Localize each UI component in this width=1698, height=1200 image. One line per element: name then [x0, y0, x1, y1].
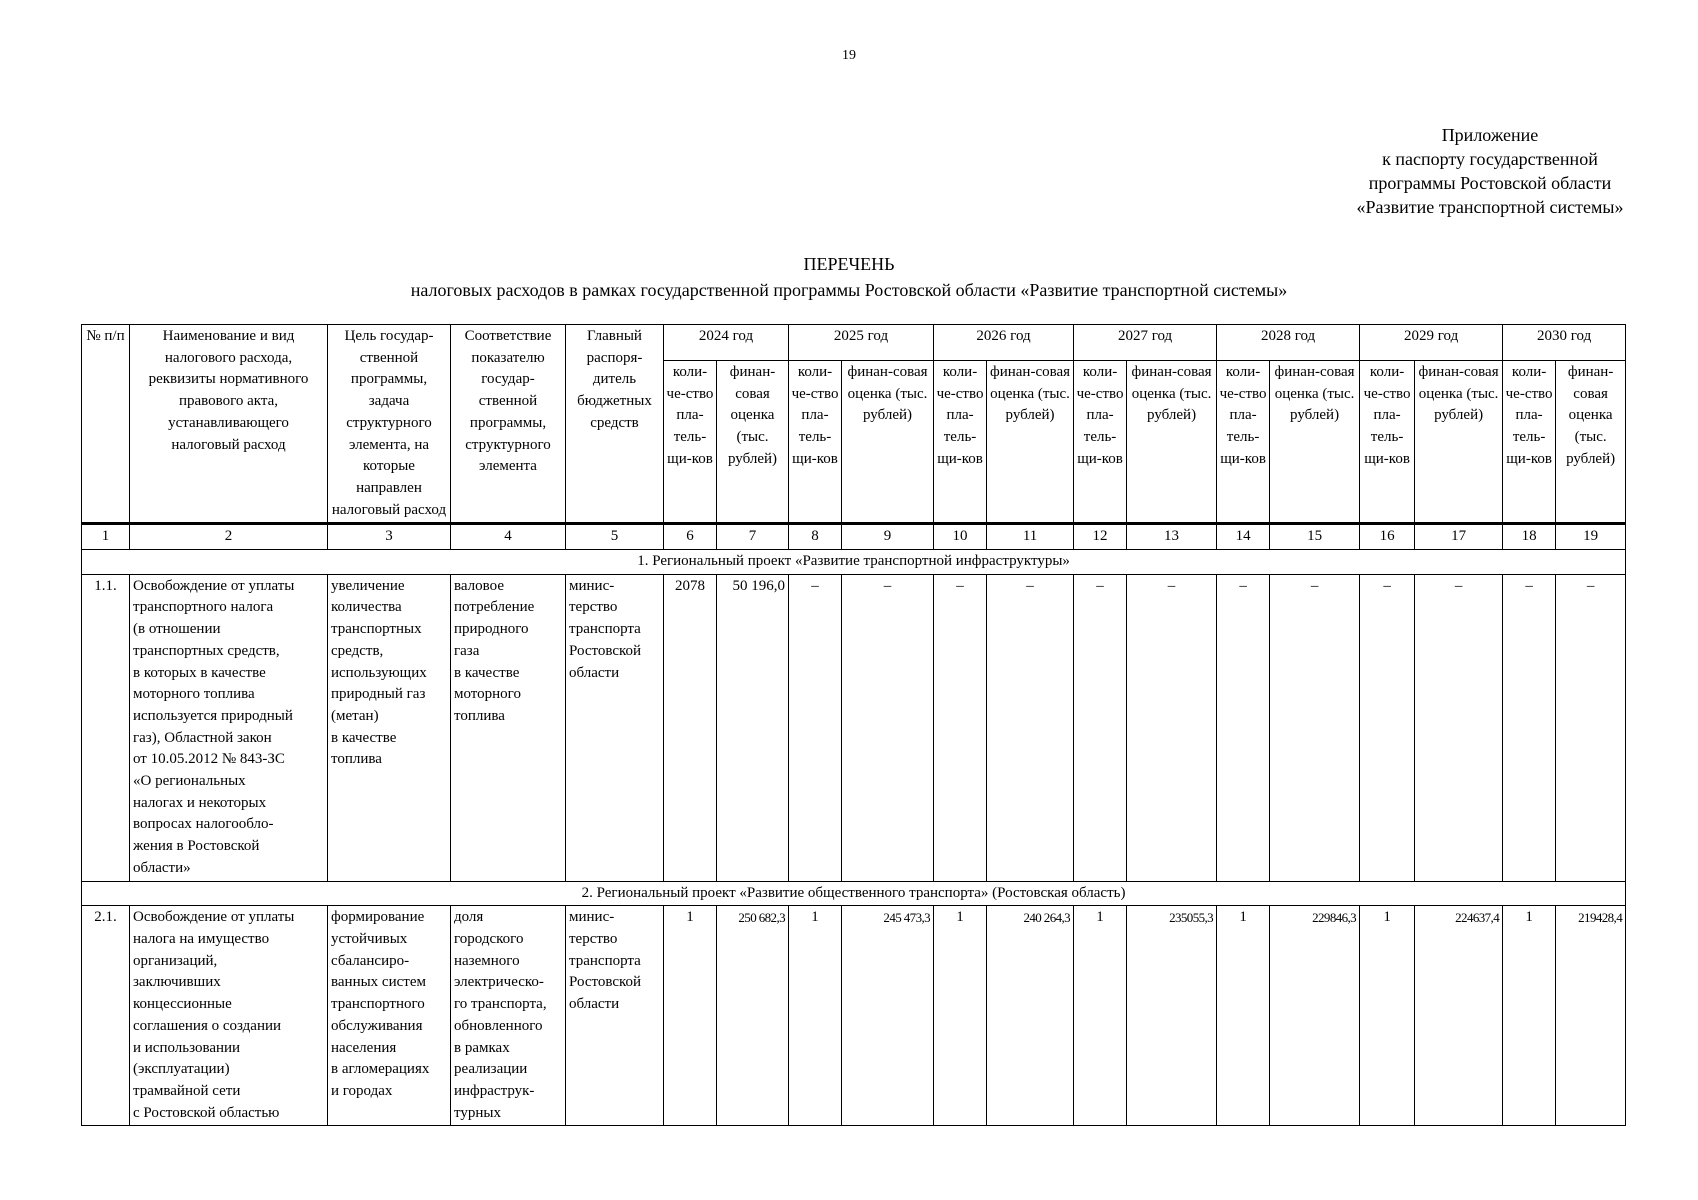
column-number: 2 [130, 524, 328, 550]
text-line: в качестве [454, 664, 520, 681]
payer-count-cell: 1 [934, 906, 987, 1126]
row-number: 1.1. [82, 574, 130, 881]
appendix-note [1250, 123, 1698, 219]
financial-estimate-cell: 245 473,3 [842, 906, 934, 1126]
header-year: 2026 год [934, 325, 1074, 361]
payer-count-cell: 1 [1503, 906, 1556, 1126]
table-row [82, 574, 1626, 881]
payer-count-cell: – [1217, 574, 1270, 881]
header-year: 2024 год [664, 325, 789, 361]
text-line: инфраструк- [454, 1082, 535, 1099]
financial-estimate-cell: – [1415, 574, 1503, 881]
header-year: 2028 год [1217, 325, 1360, 361]
text-line: и городах [331, 1082, 393, 1099]
goal-cell [328, 574, 451, 881]
text-line: доля [454, 909, 484, 926]
header-finance: финан-совая оценка (тыс. рублей) [987, 360, 1074, 523]
text-line: области» [133, 859, 191, 876]
text-line: топлива [454, 707, 505, 724]
column-number: 4 [451, 524, 566, 550]
text-line: увеличение [331, 577, 405, 594]
column-number: 18 [1503, 524, 1556, 550]
text-line: в которых в качестве [133, 664, 266, 681]
column-number: 8 [789, 524, 842, 550]
financial-estimate-cell: – [1127, 574, 1217, 881]
indicator-cell [451, 906, 566, 1126]
header-count: коли-че-ство пла-тель-щи-ков [664, 360, 717, 523]
payer-count-cell: 2078 [664, 574, 717, 881]
financial-estimate-cell: 224637,4 [1415, 906, 1503, 1126]
text-line: газ), Областной закон [133, 729, 272, 746]
column-number: 5 [566, 524, 664, 550]
column-number: 3 [328, 524, 451, 550]
text-line: в рамках [454, 1039, 510, 1056]
financial-estimate-cell: – [1270, 574, 1360, 881]
text-line: используется природный [133, 707, 293, 724]
text-line: количества [331, 599, 402, 616]
document-title-block [0, 251, 1698, 303]
text-line: обслуживания [331, 1017, 423, 1034]
text-line: наземного [454, 952, 520, 969]
text-line: (в отношении [133, 621, 221, 638]
financial-estimate-cell: – [1556, 574, 1626, 881]
header-year: 2029 год [1360, 325, 1503, 361]
indicator-cell [451, 574, 566, 881]
column-number: 6 [664, 524, 717, 550]
text-line: моторного топлива [133, 686, 255, 703]
page-number: 19 [842, 48, 856, 63]
financial-estimate-cell: – [987, 574, 1074, 881]
financial-estimate-cell: 235055,3 [1127, 906, 1217, 1126]
document-title: ПЕРЕЧЕНЬ [803, 254, 895, 274]
column-number: 13 [1127, 524, 1217, 550]
text-line: (эксплуатации) [133, 1061, 230, 1078]
text-line: концессионные [133, 996, 232, 1013]
column-number: 11 [987, 524, 1074, 550]
text-line: транспортного [331, 996, 425, 1013]
text-line: заключивших [133, 974, 221, 991]
text-line: сбалансиро- [331, 952, 410, 969]
text-line: городского [454, 930, 524, 947]
column-number: 16 [1360, 524, 1415, 550]
text-line: реализации [454, 1061, 528, 1078]
text-line: населения [331, 1039, 397, 1056]
header-count: коли-че-ство пла-тель-щи-ков [1074, 360, 1127, 523]
text-line: налога на имущество [133, 930, 270, 947]
payer-count-cell: – [1360, 574, 1415, 881]
text-line: ванных систем [331, 974, 426, 991]
payer-count-cell: 1 [789, 906, 842, 1126]
column-number: 10 [934, 524, 987, 550]
header-finance: финан-совая оценка (тыс. рублей) [1270, 360, 1360, 523]
column-number: 17 [1415, 524, 1503, 550]
column-number: 19 [1556, 524, 1626, 550]
table-row [82, 906, 1626, 1126]
text-line: области [569, 664, 620, 681]
payer-count-cell: 1 [1217, 906, 1270, 1126]
text-line: электрическо- [454, 974, 544, 991]
header-finance: финан-совая оценка (тыс. рублей) [1556, 360, 1626, 523]
header-year: 2027 год [1074, 325, 1217, 361]
financial-estimate-cell: 219428,4 [1556, 906, 1626, 1126]
column-number: 12 [1074, 524, 1127, 550]
financial-estimate-cell: 50 196,0 [717, 574, 789, 881]
text-line: организаций, [133, 952, 218, 969]
column-number: 7 [717, 524, 789, 550]
text-line: транспорта [569, 952, 641, 969]
header-finance: финан-совая оценка (тыс. рублей) [1127, 360, 1217, 523]
appendix-line: Приложение [1441, 125, 1539, 145]
text-line: терство [569, 930, 618, 947]
payer-count-cell: – [1074, 574, 1127, 881]
text-line: турных [454, 1104, 501, 1121]
column-number-row [82, 524, 1626, 550]
header-year: 2030 год [1503, 325, 1626, 361]
header-count: коли-че-ство пла-тель-щи-ков [1360, 360, 1415, 523]
expenditure-name-cell [130, 906, 328, 1126]
text-line: и использовании [133, 1039, 241, 1056]
manager-cell [566, 906, 664, 1126]
text-line: в качестве [331, 729, 397, 746]
column-number: 9 [842, 524, 934, 550]
payer-count-cell: 1 [664, 906, 717, 1126]
text-line: соглашения о создании [133, 1017, 282, 1034]
text-line: (метан) [331, 707, 379, 724]
text-line: транспортных средств, [133, 642, 280, 659]
text-line: моторного [454, 686, 521, 703]
section-row [82, 550, 1626, 575]
text-line: валовое [454, 577, 504, 594]
text-line: природного [454, 621, 529, 638]
text-line: «О региональных [133, 773, 246, 790]
text-line: газа [454, 642, 480, 659]
header-finance: финан-совая оценка (тыс. рублей) [842, 360, 934, 523]
text-line: налогах и некоторых [133, 794, 267, 811]
text-line: вопросах налогообло- [133, 816, 274, 833]
text-line: от 10.05.2012 № 843-ЗС [133, 751, 285, 768]
header-count: коли-че-ство пла-тель-щи-ков [789, 360, 842, 523]
column-number: 1 [82, 524, 130, 550]
row-number: 2.1. [82, 906, 130, 1126]
header-finance: финан-совая оценка (тыс. рублей) [717, 360, 789, 523]
header-goal: Цель государ-ственной программы, задача структурного элемента, на которые направлен налоговый расход [328, 325, 451, 524]
text-line: терство [569, 599, 618, 616]
column-number: 14 [1217, 524, 1270, 550]
payer-count-cell: – [789, 574, 842, 881]
tax-expenditure-table [81, 324, 1626, 1126]
text-line: Ростовской [569, 642, 642, 659]
expenditure-name-cell [130, 574, 328, 881]
appendix-line: программы Ростовской области [1368, 173, 1612, 193]
section-title: 2. Региональный проект «Развитие общественного транспорта» (Ростовская область) [82, 881, 1626, 906]
financial-estimate-cell: – [842, 574, 934, 881]
header-row-years [82, 325, 1626, 361]
column-number: 15 [1270, 524, 1360, 550]
text-line: в агломерациях [331, 1061, 430, 1078]
header-finance: финан-совая оценка (тыс. рублей) [1415, 360, 1503, 523]
document-subtitle: налоговых расходов в рамках государственной программы Ростовской области «Развитие транспортной системы» [410, 280, 1288, 300]
text-line: устойчивых [331, 930, 408, 947]
payer-count-cell: 1 [1360, 906, 1415, 1126]
financial-estimate-cell: 229846,3 [1270, 906, 1360, 1126]
text-line: го транспорта, [454, 996, 547, 1013]
text-line: обновленного [454, 1017, 543, 1034]
text-line: минис- [569, 577, 615, 594]
text-line: Освобождение от уплаты [133, 577, 295, 594]
text-line: средств, [331, 642, 384, 659]
text-line: использующих [331, 664, 427, 681]
text-line: потребление [454, 599, 535, 616]
text-line: транспортных [331, 621, 422, 638]
text-line: с Ростовской областью [133, 1104, 280, 1121]
payer-count-cell: – [934, 574, 987, 881]
text-line: трамвайной сети [133, 1082, 241, 1099]
text-line: жения в Ростовской [133, 838, 260, 855]
section-title: 1. Региональный проект «Развитие транспортной инфраструктуры» [82, 550, 1626, 575]
financial-estimate-cell: 240 264,3 [987, 906, 1074, 1126]
section-row [82, 881, 1626, 906]
text-line: формирование [331, 909, 425, 926]
goal-cell [328, 906, 451, 1126]
text-line: природный газ [331, 686, 426, 703]
header-count: коли-че-ство пла-тель-щи-ков [1503, 360, 1556, 523]
payer-count-cell: – [1503, 574, 1556, 881]
text-line: Ростовской [569, 974, 642, 991]
header-count: коли-че-ство пла-тель-щи-ков [934, 360, 987, 523]
header-name: Наименование и вид налогового расхода, реквизиты нормативного правового акта, устанавливающего налоговый расход [130, 325, 328, 524]
header-manager: Главный распоря-дитель бюджетных средств [566, 325, 664, 524]
header-count: коли-че-ство пла-тель-щи-ков [1217, 360, 1270, 523]
text-line: транспортного налога [133, 599, 274, 616]
payer-count-cell: 1 [1074, 906, 1127, 1126]
financial-estimate-cell: 250 682,3 [717, 906, 789, 1126]
manager-cell [566, 574, 664, 881]
text-line: транспорта [569, 621, 641, 638]
text-line: Освобождение от уплаты [133, 909, 295, 926]
text-line: области [569, 996, 620, 1013]
header-indicator: Соответствие показателю государ-ственной программы, структурного элемента [451, 325, 566, 524]
header-year: 2025 год [789, 325, 934, 361]
text-line: минис- [569, 909, 615, 926]
text-line: топлива [331, 751, 382, 768]
appendix-line: к паспорту государственной [1382, 149, 1598, 169]
appendix-line: «Развитие транспортной системы» [1356, 197, 1624, 217]
header-num: № п/п [82, 325, 130, 524]
